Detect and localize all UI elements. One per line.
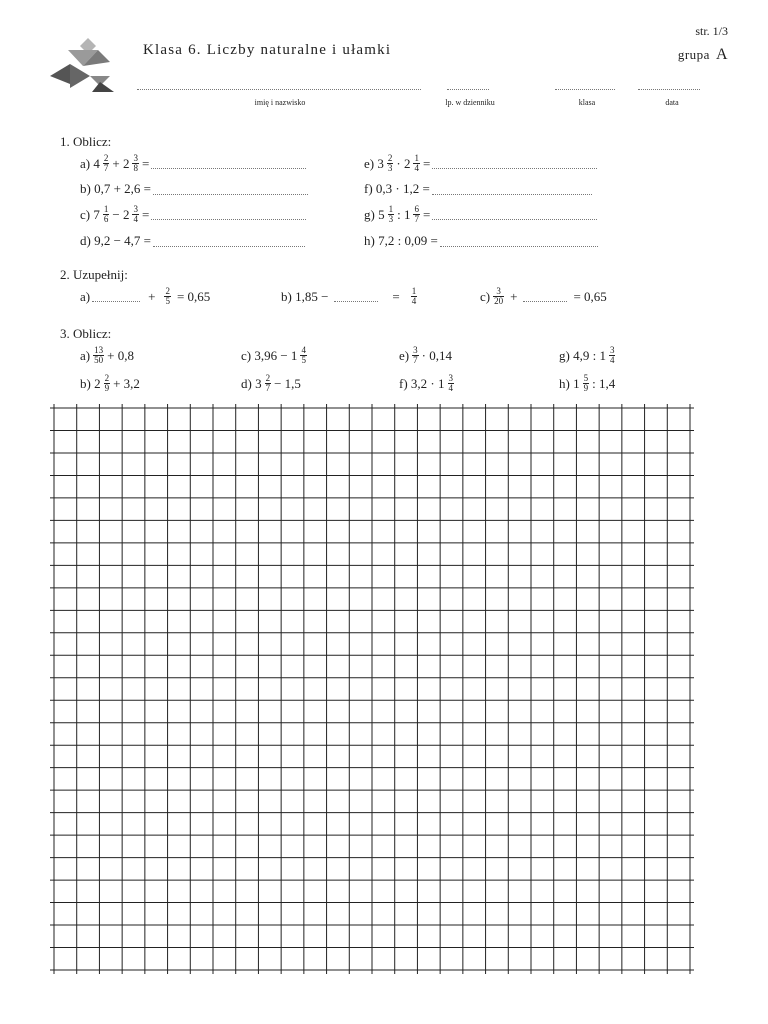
name-field-label: imię i nazwisko [254, 98, 306, 107]
task-1-heading: 1. Oblicz: [60, 134, 112, 149]
group-label: grupa [677, 47, 710, 62]
task-2c: c) $\frac{3}{20}$ + = 0,65 [480, 286, 607, 306]
number-field-label: lp. w dzienniku [445, 98, 495, 107]
page-number: str. 1/3 [695, 24, 728, 38]
date-field-label: data [665, 98, 679, 107]
worksheet-title: Klasa 6. Liczby naturalne i ułamki [143, 42, 392, 58]
class-field-label: klasa [578, 98, 596, 107]
task-3c: c) 3,96 − 1 $\frac{4}{5}$ [241, 345, 306, 365]
task-3-heading: 3. Oblicz: [60, 326, 112, 341]
task-3a: a) $\frac{13}{50}$ + 0,8 [80, 345, 134, 365]
task-1a: a) 4 $\frac{2}{7}$ + 2 $\frac{3}{8}$ = [80, 154, 306, 173]
task-2a: a) + $\frac{2}{5}$ = 0,65 [80, 286, 211, 306]
task-1f: f) 0,3 · 1,2 = [364, 181, 592, 197]
task-3d: d) 3 $\frac{2}{7}$ − 1,5 [241, 373, 301, 393]
task-2b: b) 1,85 − = $\frac{1}{4}$ [281, 286, 417, 306]
task-1d: d) 9,2 − 4,7 = [80, 233, 305, 249]
task-3e: e) $\frac{3}{7}$ · 0,14 [399, 345, 452, 365]
task-1e: e) 3 $\frac{2}{3}$ · 2 $\frac{1}{4}$ = [364, 154, 597, 173]
task-1b: b) 0,7 + 2,6 = [80, 181, 308, 197]
task-1g: g) 5 $\frac{1}{3}$ : 1 $\frac{6}{7}$ = [364, 205, 597, 224]
task-1c: c) 7 $\frac{1}{6}$ − 2 $\frac{3}{4}$ = [80, 205, 306, 224]
task-3f: f) 3,2 · 1 $\frac{3}{4}$ [399, 373, 453, 393]
task-3h: h) 1 $\frac{5}{9}$ : 1,4 [559, 373, 616, 393]
group-value: A [715, 46, 728, 63]
task-3b: b) 2 $\frac{2}{9}$ + 3,2 [80, 373, 140, 393]
task-1h: h) 7,2 : 0,09 = [364, 233, 598, 249]
task-3g: g) 4,9 : 1 $\frac{3}{4}$ [559, 345, 615, 365]
task-2-heading: 2. Uzupełnij: [60, 267, 128, 282]
